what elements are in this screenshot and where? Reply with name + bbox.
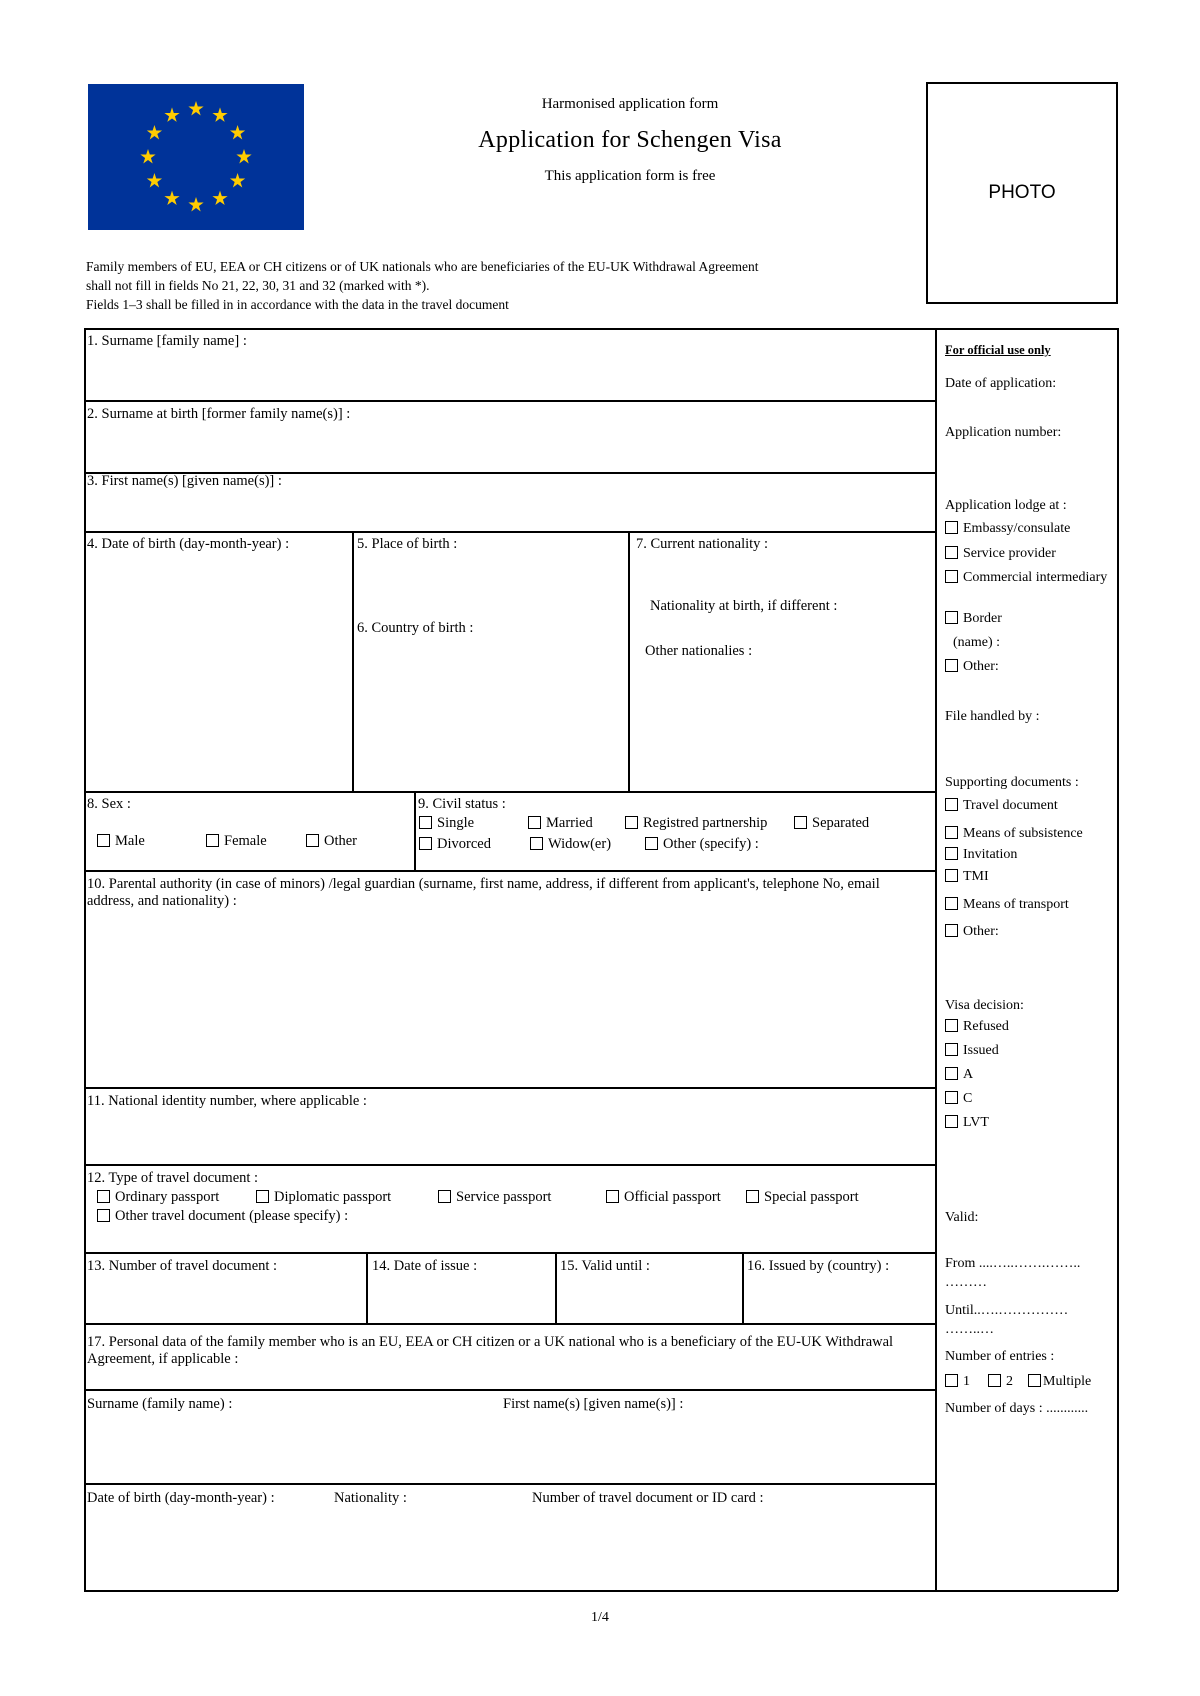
checkbox-icon[interactable]: [945, 1091, 958, 1104]
official-valid-from: From ....…..…….……..: [945, 1256, 1081, 1271]
official-visa-decision: Visa decision:: [945, 998, 1024, 1013]
field-7-nationality-at-birth[interactable]: Nationality at birth, if different :: [650, 598, 838, 614]
official-file-handled-by: File handled by :: [945, 709, 1040, 724]
support-option-means-of-transport[interactable]: Means of transport: [945, 896, 1069, 913]
official-number-of-entries: Number of entries :: [945, 1349, 1055, 1364]
support-option-travel-document[interactable]: Travel document: [945, 797, 1058, 814]
civil-option-widower[interactable]: Widow(er): [530, 836, 611, 853]
entries-option-1[interactable]: 1: [945, 1373, 970, 1390]
lodged-option-other[interactable]: Other:: [945, 658, 999, 675]
field-5-place-of-birth[interactable]: 5. Place of birth :: [357, 536, 458, 552]
field-17-surname[interactable]: Surname (family name) :: [87, 1396, 233, 1412]
field-14-date-of-issue[interactable]: 14. Date of issue :: [372, 1258, 478, 1274]
checkbox-icon[interactable]: [606, 1190, 619, 1203]
field-10-parental-authority[interactable]: 10. Parental authority (in case of minors) /legal guardian (surname, first name, address, if different from applicant's, telephone No, email address, and nationality) :: [87, 876, 880, 909]
sex-option-other[interactable]: Other: [306, 833, 357, 850]
decision-option-issued[interactable]: Issued: [945, 1042, 999, 1059]
page-number: 1/4: [591, 1610, 609, 1625]
decision-option-c[interactable]: C: [945, 1090, 972, 1107]
form-header: [400, 96, 860, 185]
checkbox-icon[interactable]: [97, 834, 110, 847]
field-7-other-nationalities[interactable]: Other nationalies :: [645, 643, 753, 659]
civil-option-other[interactable]: Other (specify) :: [645, 836, 759, 853]
lodged-option-service-provider[interactable]: Service provider: [945, 545, 1056, 562]
doc-option-other[interactable]: Other travel document (please specify) :: [97, 1208, 348, 1225]
doc-option-diplomatic-passport[interactable]: Diplomatic passport: [256, 1189, 391, 1206]
official-supporting-documents: Supporting documents :: [945, 775, 1079, 790]
field-1-surname[interactable]: 1. Surname [family name] :: [87, 333, 247, 349]
checkbox-icon[interactable]: [945, 1019, 958, 1032]
photo-box[interactable]: [926, 82, 1118, 304]
note-line-2: shall not fill in fields No 21, 22, 30, 31 and 32 (marked with *).: [86, 278, 430, 293]
official-application-number: Application number:: [945, 425, 1062, 440]
support-option-tmi[interactable]: TMI: [945, 868, 989, 885]
checkbox-icon[interactable]: [97, 1190, 110, 1203]
instructions-note: [86, 257, 906, 314]
field-2-surname-at-birth[interactable]: 2. Surname at birth [former family name(s)] :: [87, 406, 351, 422]
civil-option-divorced[interactable]: Divorced: [419, 836, 491, 853]
official-date-of-application: Date of application:: [945, 376, 1057, 391]
lodged-option-embassy[interactable]: Embassy/consulate: [945, 520, 1070, 537]
checkbox-icon[interactable]: [746, 1190, 759, 1203]
support-option-means-of-subsistence[interactable]: Means of subsistence: [945, 825, 1083, 842]
decision-option-lvt[interactable]: LVT: [945, 1114, 989, 1131]
field-8-sex: 8. Sex :: [87, 796, 131, 812]
decision-option-a[interactable]: A: [945, 1066, 973, 1083]
checkbox-icon[interactable]: [945, 847, 958, 860]
field-15-valid-until[interactable]: 15. Valid until :: [560, 1258, 650, 1274]
official-valid: Valid:: [945, 1210, 979, 1225]
lodged-option-commercial-intermediary[interactable]: Commercial intermediary: [945, 569, 1115, 586]
checkbox-icon[interactable]: [419, 837, 432, 850]
official-valid-until-cont: ……..…: [945, 1322, 994, 1337]
lodged-border-name: (name) :: [953, 635, 1001, 650]
eu-flag-icon: [88, 84, 304, 230]
field-4-date-of-birth[interactable]: 4. Date of birth (day-month-year) :: [87, 536, 290, 552]
eu-flag-logo: [88, 84, 304, 230]
checkbox-icon[interactable]: [945, 659, 958, 672]
decision-option-refused[interactable]: Refused: [945, 1018, 1009, 1035]
field-17-family-member-data: 17. Personal data of the family member who is an EU, EEA or CH citizen or a UK national who is a beneficiary of the EU-UK Withdrawal Agreement, if applicable :: [87, 1334, 894, 1367]
civil-option-single[interactable]: Single: [419, 815, 474, 832]
checkbox-icon[interactable]: [438, 1190, 451, 1203]
checkbox-icon[interactable]: [945, 1067, 958, 1080]
field-11-national-id[interactable]: 11. National identity number, where applicable :: [87, 1093, 367, 1109]
field-17-document-number[interactable]: Number of travel document or ID card :: [532, 1490, 764, 1506]
form-title: Application for Schengen Visa: [478, 127, 782, 153]
checkbox-icon[interactable]: [1028, 1374, 1041, 1387]
official-lodged-at: Application lodge at :: [945, 498, 1067, 513]
sex-option-female[interactable]: Female: [206, 833, 267, 850]
field-9-civil-status: 9. Civil status :: [418, 796, 506, 812]
civil-option-married[interactable]: Married: [528, 815, 593, 832]
checkbox-icon[interactable]: [419, 816, 432, 829]
official-use-title: For official use only: [945, 343, 1051, 357]
checkbox-icon[interactable]: [206, 834, 219, 847]
checkbox-icon[interactable]: [945, 1374, 958, 1387]
checkbox-icon[interactable]: [645, 837, 658, 850]
checkbox-icon[interactable]: [945, 798, 958, 811]
form-subtitle: Harmonised application form: [541, 96, 719, 112]
official-number-of-days: Number of days : ............: [945, 1401, 1089, 1416]
checkbox-icon[interactable]: [306, 834, 319, 847]
checkbox-icon[interactable]: [945, 897, 958, 910]
support-option-other[interactable]: Other:: [945, 923, 999, 940]
checkbox-icon[interactable]: [945, 1043, 958, 1056]
official-valid-from-cont: ………: [945, 1275, 987, 1290]
checkbox-icon[interactable]: [945, 1115, 958, 1128]
doc-option-special-passport[interactable]: Special passport: [746, 1189, 859, 1206]
field-6-country-of-birth[interactable]: 6. Country of birth :: [357, 620, 474, 636]
civil-option-separated[interactable]: Separated: [794, 815, 869, 832]
sex-option-male[interactable]: Male: [97, 833, 145, 850]
field-7-current-nationality[interactable]: 7. Current nationality :: [636, 536, 769, 552]
checkbox-icon[interactable]: [625, 816, 638, 829]
checkbox-icon[interactable]: [530, 837, 543, 850]
entries-option-2[interactable]: 2: [988, 1373, 1013, 1390]
official-valid-until: Until..….……………: [945, 1303, 1069, 1318]
field-12-travel-document-type: 12. Type of travel document :: [87, 1170, 259, 1186]
field-13-document-number[interactable]: 13. Number of travel document :: [87, 1258, 278, 1274]
checkbox-icon[interactable]: [945, 546, 958, 559]
checkbox-icon[interactable]: [794, 816, 807, 829]
checkbox-icon[interactable]: [97, 1209, 110, 1222]
checkbox-icon[interactable]: [945, 924, 958, 937]
checkbox-icon[interactable]: [945, 521, 958, 534]
field-16-issued-by[interactable]: 16. Issued by (country) :: [747, 1258, 890, 1274]
checkbox-icon[interactable]: [988, 1374, 1001, 1387]
doc-option-service-passport[interactable]: Service passport: [438, 1189, 551, 1206]
entries-option-multiple[interactable]: Multiple: [1028, 1373, 1091, 1390]
checkbox-icon[interactable]: [945, 869, 958, 882]
note-line-1: Family members of EU, EEA or CH citizens or of UK nationals who are beneficiaries of the EU-UK Withdrawal Agreement: [86, 259, 759, 274]
field-17-nationality[interactable]: Nationality :: [334, 1490, 407, 1506]
checkbox-icon[interactable]: [528, 816, 541, 829]
doc-option-official-passport[interactable]: Official passport: [606, 1189, 721, 1206]
field-3-first-names[interactable]: 3. First name(s) [given name(s)] :: [87, 473, 282, 489]
note-line-3: Fields 1–3 shall be filled in in accordance with the data in the travel document: [86, 297, 509, 312]
checkbox-icon[interactable]: [945, 611, 958, 624]
lodged-option-border[interactable]: Border: [945, 610, 1002, 627]
photo-label: PHOTO: [988, 182, 1056, 203]
field-17-date-of-birth[interactable]: Date of birth (day-month-year) :: [87, 1490, 275, 1506]
support-option-invitation[interactable]: Invitation: [945, 846, 1017, 863]
field-17-first-names[interactable]: First name(s) [given name(s)] :: [503, 1396, 684, 1412]
checkbox-icon[interactable]: [945, 826, 958, 839]
civil-option-registered-partnership[interactable]: Registred partnership: [625, 815, 767, 832]
checkbox-icon[interactable]: [945, 570, 958, 583]
free-note: This application form is free: [544, 168, 716, 184]
doc-option-ordinary-passport[interactable]: Ordinary passport: [97, 1189, 219, 1206]
checkbox-icon[interactable]: [256, 1190, 269, 1203]
